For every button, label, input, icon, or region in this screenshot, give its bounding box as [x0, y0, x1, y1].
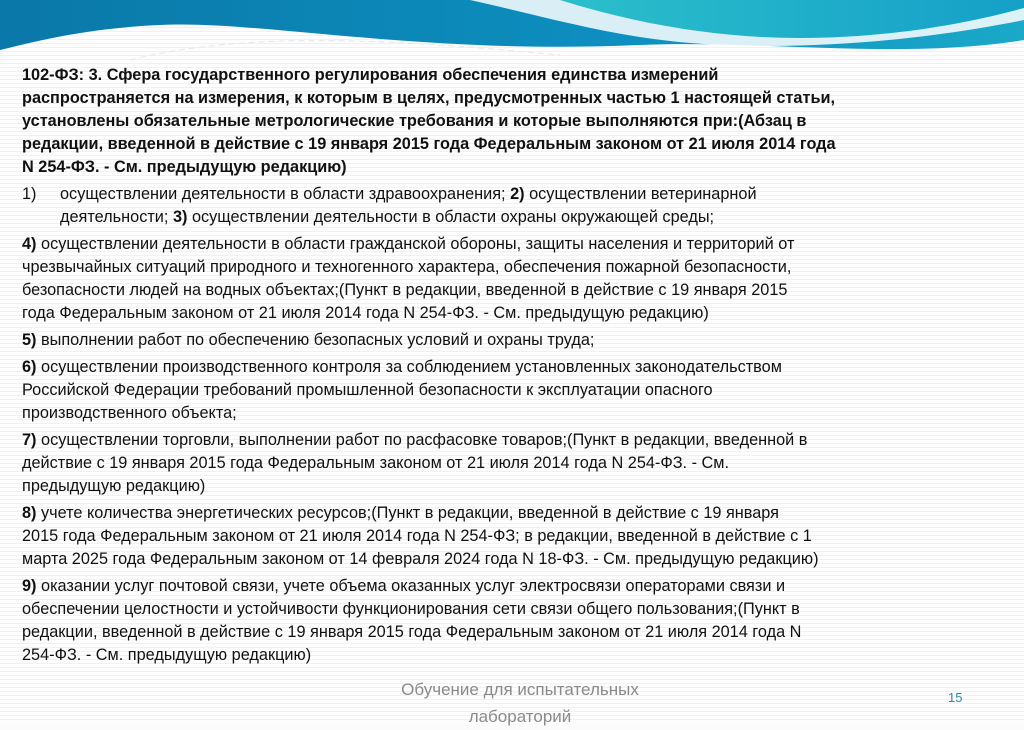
text-line [22, 621, 1012, 644]
text-segment: 2015 года Федеральным законом от 21 июля 2014 года N 254-ФЗ; в редакции, введенной в действие с 1 [22, 527, 812, 545]
text-segment: 7) [22, 431, 37, 449]
text-segment: 9) [22, 577, 37, 595]
text-line [22, 64, 1012, 87]
paragraph [22, 502, 1012, 571]
text-line [22, 206, 1012, 229]
paragraph [22, 64, 1012, 179]
text-segment: Российской Федерации требований промышленной безопасности к эксплуатации опасного [22, 381, 713, 399]
text-segment: 102-ФЗ: 3. Сфера государственного регулирования обеспечения единства измерений [22, 66, 719, 84]
text-line [22, 452, 1012, 475]
text-segment: учете количества энергетических ресурсов;(Пункт в редакции, введенной в действие с 19 января [36, 504, 779, 522]
text-segment: производственного объекта; [22, 404, 237, 422]
text-segment: 8) [22, 504, 37, 522]
text-line [22, 110, 1012, 133]
text-segment: осуществлении торговли, выполнении работ по расфасовке товаров;(Пункт в редакции, введенной в [36, 431, 808, 449]
text-segment: N 254-ФЗ. - См. предыдущую редакцию) [22, 158, 347, 176]
text-segment: оказании услуг почтовой связи, учете объема оказанных услуг электросвязи операторами связи и [36, 577, 786, 595]
text-line [22, 87, 1012, 110]
page-number: 15 [948, 690, 963, 705]
text-segment: 254-ФЗ. - См. предыдущую редакцию) [22, 646, 312, 664]
text-line [22, 644, 1012, 667]
text-segment: редакции, введенной в действие с 19 января 2015 года Федеральным законом от 21 июля 2014 года [22, 135, 836, 153]
text-segment: осуществлении деятельности в области охраны окружающей среды; [187, 208, 715, 226]
text-line [22, 429, 1012, 452]
text-segment: 4) [22, 235, 37, 253]
text-segment: марта 2025 года Федеральным законом от 14 февраля 2024 года N 18-ФЗ. - См. предыдущую редакцию) [22, 550, 819, 568]
text-line [22, 156, 1012, 179]
text-line [22, 329, 1012, 352]
text-segment: 3) [172, 208, 188, 226]
text-segment: деятельности; [60, 208, 173, 226]
text-line [22, 525, 1012, 548]
text-segment: установлены обязательные метрологические требования и которые выполняются при:(Абзац в [22, 112, 807, 130]
text-line [22, 475, 1012, 498]
paragraph [22, 329, 1012, 352]
paragraph [22, 183, 1012, 229]
text-segment: безопасности людей на водных объектах;(Пункт в редакции, введенной в действие с 19 января 2015 [22, 281, 788, 299]
text-segment: редакции, введенной в действие с 19 января 2015 года Федеральным законом от 21 июля 2014 года N [22, 623, 802, 641]
text-segment: осуществлении деятельности в области здравоохранения; [60, 185, 511, 203]
text-line [22, 302, 1012, 325]
text-line [22, 502, 1012, 525]
text-line [22, 598, 1012, 621]
text-segment: чрезвычайных ситуаций природного и техногенного характера, обеспечения пожарной безопасности, [22, 258, 792, 276]
footer-text: Обучение для испытательных лабораторий [401, 680, 639, 726]
text-segment: распространяется на измерения, к которым в целях, предусмотренных частью 1 настоящей статьи, [22, 89, 835, 107]
slide-body-text [22, 64, 1012, 671]
text-segment: 6) [22, 358, 37, 376]
paragraph [22, 429, 1012, 498]
text-segment: выполнении работ по обеспечению безопасных условий и охраны труда; [36, 331, 595, 349]
text-line [22, 575, 1012, 598]
text-segment: года Федеральным законом от 21 июля 2014 года N 254-ФЗ. - См. предыдущую редакцию) [22, 304, 709, 322]
text-line [22, 548, 1012, 571]
text-segment: 5) [22, 331, 37, 349]
text-line [22, 356, 1012, 379]
paragraph [22, 233, 1012, 325]
text-line [22, 379, 1012, 402]
text-line [22, 233, 1012, 256]
text-segment: осуществлении деятельности в области гражданской обороны, защиты населения и территорий от [36, 235, 795, 253]
paragraph [22, 356, 1012, 425]
text-segment: осуществлении производственного контроля за соблюдением установленных законодательством [36, 358, 782, 376]
text-line [22, 256, 1012, 279]
text-line [22, 133, 1012, 156]
text-segment: предыдущую редакцию) [22, 477, 206, 495]
paragraph [22, 575, 1012, 667]
list-number: 1) [22, 185, 37, 203]
text-line [22, 279, 1012, 302]
text-segment: обеспечении целостности и устойчивости функционирования сети связи общего пользования;(Пункт в [22, 600, 800, 618]
text-segment: 2) [510, 185, 525, 203]
text-line [22, 183, 1012, 206]
text-segment: осуществлении ветеринарной [524, 185, 757, 203]
text-segment: действие с 19 января 2015 года Федеральным законом от 21 июля 2014 года N 254-ФЗ. - См. [22, 454, 730, 472]
text-line [22, 402, 1012, 425]
